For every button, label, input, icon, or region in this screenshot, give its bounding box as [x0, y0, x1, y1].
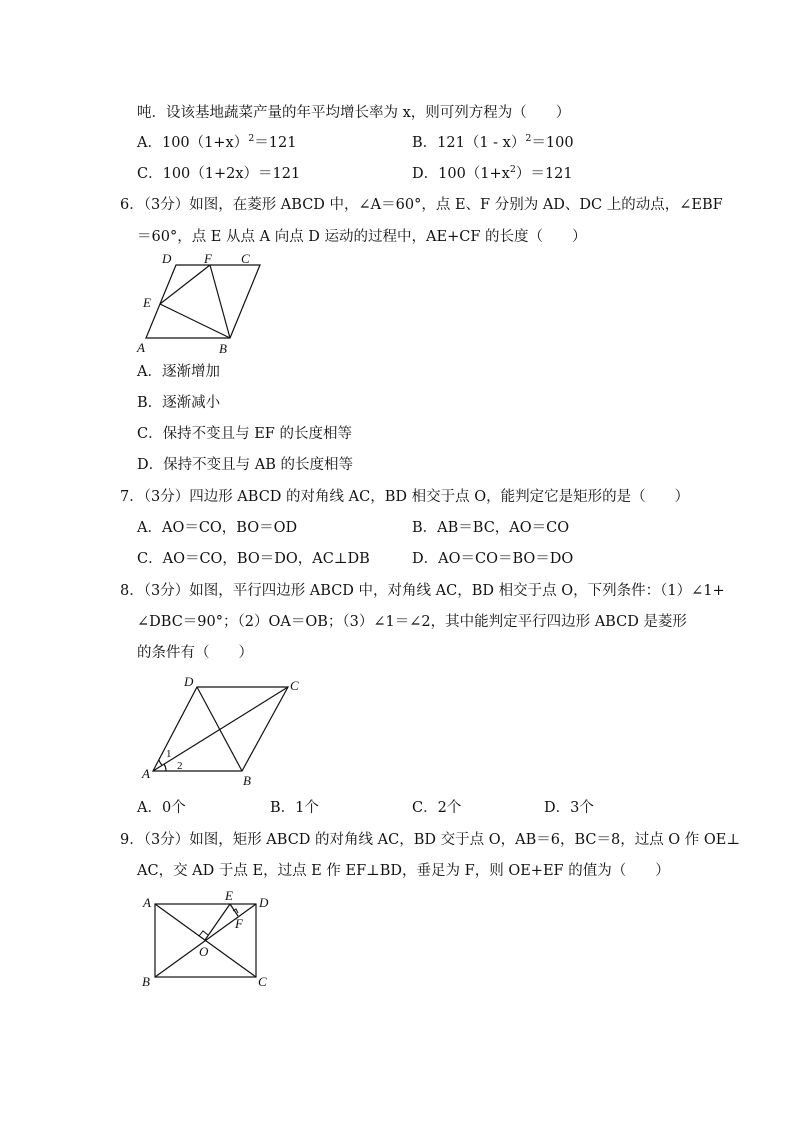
q9-label-d: D	[259, 895, 269, 910]
q8-label-a: A	[142, 766, 150, 781]
q8-option-a[interactable]: A．0个	[137, 800, 186, 816]
q7-stem-line1: 7．（3分）四边形 ABCD 的对角线 AC，BD 相交于点 O，能判定它是矩形的是（ ）	[120, 489, 690, 505]
q7-option-c[interactable]: C．AO＝CO，BO＝DO，AC⊥DB	[137, 551, 370, 567]
q5-option-d-tail: ）＝121	[515, 166, 573, 182]
q8-option-c[interactable]: C．2个	[412, 800, 462, 816]
q8-label-angle-1: 1	[166, 748, 172, 760]
q8-option-b[interactable]: B．1个	[270, 800, 319, 816]
q5-option-c[interactable]: C．100（1+2x）＝121	[137, 166, 301, 182]
q7-option-b[interactable]: B．AB＝BC，AO＝CO	[412, 520, 570, 536]
q8-label-angle-2: 2	[177, 760, 183, 772]
q7-option-a[interactable]: A．AO＝CO，BO＝OD	[137, 520, 298, 536]
q6-label-b: B	[219, 341, 227, 356]
q9-label-e: E	[225, 888, 233, 903]
q9-segment-oe	[205, 904, 230, 940]
q8-option-d[interactable]: D．3个	[544, 800, 594, 816]
q8-label-c: C	[290, 678, 299, 693]
q5-stem-continued: 吨．设该基地蔬菜产量的年平均增长率为 x，则可列方程为（ ）	[137, 105, 571, 121]
q9-stem-line1: 9．（3分）如图，矩形 ABCD 的对角线 AC，BD 交于点 O，AB＝6，BC＝8，过点 O 作 OE⊥	[120, 832, 741, 848]
q9-label-a: A	[143, 895, 151, 910]
q5-option-a-tail: ＝121	[254, 135, 297, 151]
q5-option-b-text: B．121（1 - x）	[412, 135, 526, 151]
q8-label-b: B	[243, 773, 251, 788]
q8-stem-line1: 8．（3分）如图，平行四边形 ABCD 中，对角线 AC，BD 相交于点 O，下列条件：（1）∠1+	[120, 583, 725, 599]
q8-stem-line2: ∠DBC＝90°；（2）OA＝OB；（3）∠1＝∠2，其中能判定平行四边形 ABCD 是菱形	[137, 614, 687, 630]
q6-label-e: E	[143, 295, 151, 310]
q5-option-a-text: A．100（1+x）	[137, 135, 249, 151]
q9-label-b: B	[142, 974, 150, 989]
q7-option-d[interactable]: D．AO＝CO＝BO＝DO	[412, 551, 574, 567]
q6-stem-line2: ＝60°，点 E 从点 A 向点 D 运动的过程中，AE+CF 的长度（ ）	[137, 229, 587, 245]
q6-option-c[interactable]: C．保持不变且与 EF 的长度相等	[137, 426, 352, 442]
q6-stem-line1: 6．（3分）如图，在菱形 ABCD 中，∠A＝60°，点 E、F 分别为 AD、DC 上的动点，∠EBF	[120, 197, 723, 213]
q9-label-c: C	[258, 974, 267, 989]
q5-option-d-text: D．100（1+x	[412, 166, 510, 182]
q9-right-angle-mark-o	[199, 931, 208, 936]
q5-option-d-exponent: 2	[509, 164, 516, 175]
q5-option-a-exponent: 2	[248, 133, 255, 144]
q8-stem-line3: 的条件有（ ）	[137, 645, 253, 661]
q6-label-d: D	[162, 251, 172, 266]
q6-option-d[interactable]: D．保持不变且与 AB 的长度相等	[137, 457, 353, 473]
q8-label-d: D	[184, 674, 194, 689]
q5-option-b-tail: ＝100	[531, 135, 574, 151]
q9-stem-line2: AC，交 AD 于点 E，过点 E 作 EF⊥BD，垂足为 F，则 OE+EF 的值为（ ）	[137, 863, 670, 879]
q6-label-a: A	[137, 340, 145, 355]
q6-option-b[interactable]: B．逐渐减小	[137, 395, 221, 411]
q6-option-a[interactable]: A．逐渐增加	[137, 364, 220, 380]
q6-label-f: F	[204, 251, 212, 266]
q9-label-f: F	[235, 916, 243, 931]
q9-label-o: O	[199, 944, 209, 959]
q6-label-c: C	[241, 251, 250, 266]
q5-option-b-exponent: 2	[525, 133, 532, 144]
